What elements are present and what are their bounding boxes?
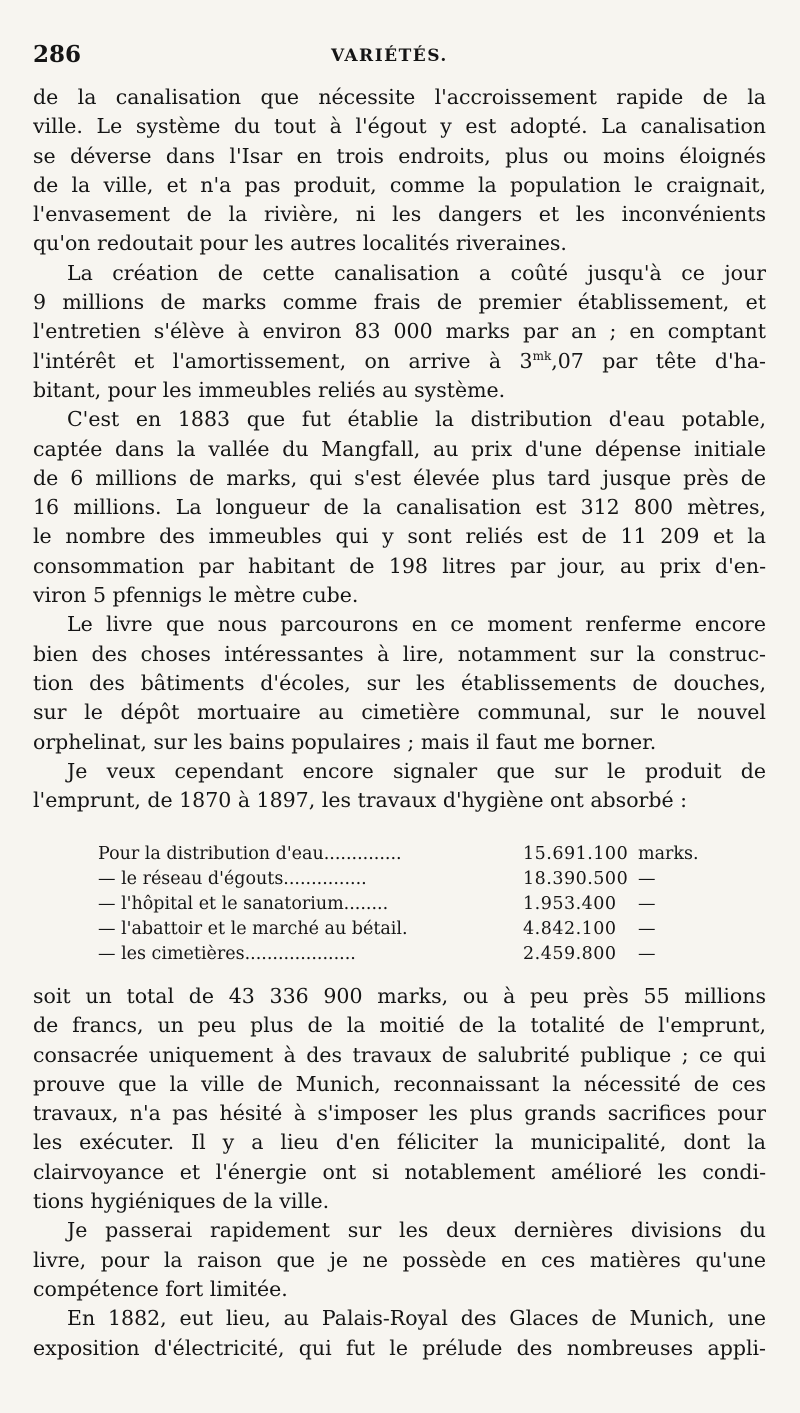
text-line: ville. Le système du tout à l'égout y est adopté. La canalisation <box>33 114 766 139</box>
expense-amount: 2.459.800 <box>523 944 617 964</box>
paragraph <box>33 1304 766 1363</box>
text-line: les exécuter. Il y a lieu d'en féliciter la municipalité, dont la <box>33 1130 766 1155</box>
paragraph <box>33 1216 766 1304</box>
expense-label: — les cimetières.................... <box>98 944 356 964</box>
text-line: tions hygiéniques de la ville. <box>33 1189 330 1214</box>
text-line: 16 millions. La longueur de la canalisation est 312 800 mètres, <box>33 495 766 520</box>
text-line: consommation par habitant de 198 litres par jour, au prix d'en- <box>33 553 766 578</box>
text-line: de la canalisation que nécessite l'accroissement rapide de la <box>33 85 766 109</box>
paragraph <box>33 982 766 1216</box>
text-line: l'entretien s'élève à environ 83 000 marks par an ; en comptant <box>33 319 766 344</box>
text-line: qu'on redoutait pour les autres localités riveraines. <box>33 231 567 256</box>
text-line: soit un total de 43 336 900 marks, ou à peu près 55 millions <box>33 984 766 1008</box>
expense-unit: — <box>638 919 656 939</box>
body-text-top <box>33 83 766 815</box>
text-line: se déverse dans l'Isar en trois endroits, plus ou moins éloignés <box>33 143 766 168</box>
text-line: l'envasement de la rivière, ni les dangers et les inconvénients <box>33 202 766 227</box>
text-line: Je veux cependant encore signaler que sur le produit de <box>67 758 766 783</box>
text-line: prouve que la ville de Munich, reconnaissant la nécessité de ces <box>33 1071 766 1096</box>
text-line: livre, pour la raison que je ne possède en ces matières qu'une <box>33 1247 766 1272</box>
text-line: 9 millions de marks comme frais de premier établissement, et <box>33 290 766 315</box>
text-line: clairvoyance et l'énergie ont si notablement amélioré les condi- <box>33 1159 766 1184</box>
text-line: Je passerai rapidement sur les deux dernières divisions du <box>67 1218 766 1243</box>
expense-row <box>98 867 718 892</box>
unit-superscript: mk <box>532 348 552 363</box>
text-line: travaux, n'a pas hésité à s'imposer les plus grands sacrifices pour <box>33 1101 766 1126</box>
text-line: viron 5 pfennigs le mètre cube. <box>33 583 359 608</box>
expense-label: — le réseau d'égouts............... <box>98 869 367 889</box>
text-line: consacrée uniquement à des travaux de salubrité publique ; ce qui <box>33 1042 766 1067</box>
text-line: l'intérêt et l'amortissement, on arrive à $3^{mk},07$ par tête d'ha- <box>33 348 766 373</box>
expense-amount: 18.390.500 <box>523 869 629 889</box>
paragraph <box>33 757 766 816</box>
expense-row <box>98 892 718 917</box>
expense-unit: marks. <box>638 844 699 864</box>
running-head: VARIÉTÉS. <box>331 46 448 66</box>
expense-amount: 15.691.100 <box>523 844 629 864</box>
page-header <box>33 38 753 78</box>
paragraph <box>33 610 766 756</box>
body-text-bottom <box>33 982 766 1363</box>
expense-label: — l'abattoir et le marché au bétail. <box>98 919 408 939</box>
paragraph <box>33 83 766 259</box>
paragraph <box>33 405 766 610</box>
text-line: de francs, un peu plus de la moitié de la totalité de l'emprunt, <box>33 1013 766 1038</box>
expense-row <box>98 917 718 942</box>
expense-unit: — <box>638 894 656 914</box>
text-line: de 6 millions de marks, qui s'est élevée plus tard jusque près de <box>33 465 766 490</box>
expense-row <box>98 942 718 967</box>
text-line: l'emprunt, de 1870 à 1897, les travaux d'hygiène ont absorbé : <box>33 788 688 813</box>
text-line: bitant, pour les immeubles reliés au système. <box>33 377 506 402</box>
expense-amount: 4.842.100 <box>523 919 617 939</box>
text-line: bien des choses intéressantes à lire, notamment sur la construc- <box>33 641 766 666</box>
text-line: compétence fort limitée. <box>33 1276 288 1301</box>
page-number: 286 <box>33 41 82 68</box>
expense-label: Pour la distribution d'eau.............. <box>98 844 402 864</box>
text-line: sur le dépôt mortuaire au cimetière communal, sur le nouvel <box>33 700 766 725</box>
expense-label: — l'hôpital et le sanatorium........ <box>98 894 389 914</box>
paragraph <box>33 259 766 405</box>
text-line: le nombre des immeubles qui y sont reliés est de 11 209 et la <box>33 524 766 549</box>
text-line: En 1882, eut lieu, au Palais-Royal des Glaces de Munich, une <box>67 1306 766 1331</box>
expense-amount: 1.953.400 <box>523 894 617 914</box>
text-line: tion des bâtiments d'écoles, sur les établissements de douches, <box>33 670 766 695</box>
text-line: C'est en 1883 que fut établie la distribution d'eau potable, <box>67 407 766 432</box>
text-line: Le livre que nous parcourons en ce moment renferme encore <box>67 612 766 637</box>
expense-table <box>98 842 718 967</box>
expense-unit: — <box>638 869 656 889</box>
text-line: de la ville, et n'a pas produit, comme la population le craignait, <box>33 172 766 197</box>
text-line: La création de cette canalisation a coûté jusqu'à ce jour <box>67 260 766 285</box>
text-line: exposition d'électricité, qui fut le prélude des nombreuses appli- <box>33 1335 766 1360</box>
expense-unit: — <box>638 944 656 964</box>
expense-row <box>98 842 718 867</box>
text-line: orphelinat, sur les bains populaires ; mais il faut me borner. <box>33 729 657 754</box>
text-line: captée dans la vallée du Mangfall, au prix d'une dépense initiale <box>33 436 766 461</box>
